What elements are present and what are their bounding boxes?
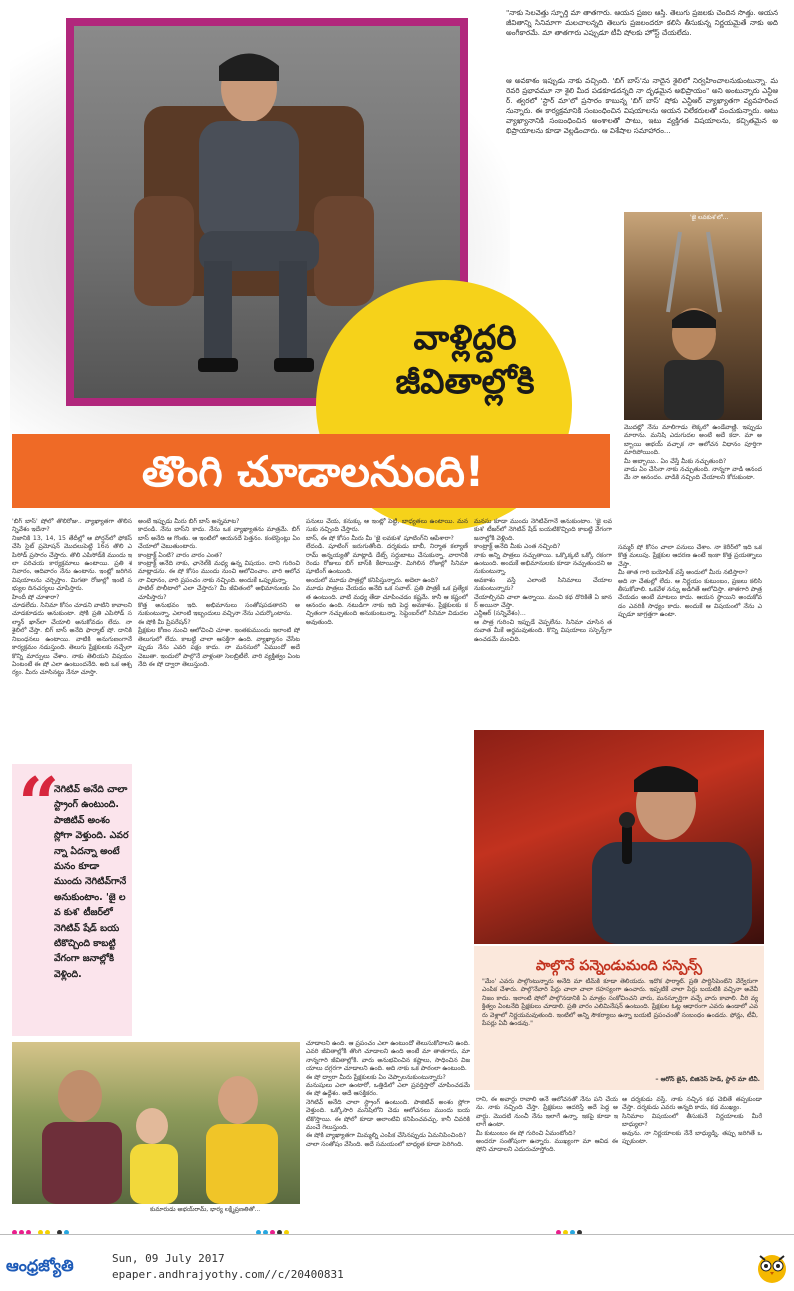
kicker-line-1: వాళ్లిద్దరి [413, 318, 517, 358]
column-5-mid: సమ్మర్ షో కోసం చాలా పనులు చేశాం. నా కెరీర్‌లో ఇది ఒక కొత్త మలుపు. ప్రేక్షకుల ఆదరణ ఉంటే ఇంకా కొత్త ప్రయత్నాలు చేస్తా. మీ తాత గారి బయోపిక్ వస్తే అందులో మీరు నటిస్తారా? అది నా చేతుల్లో లేదు. ఆ నిర్ణయం కుటుంబం, ప్రజలు కలిసి తీసుకోవాలి. ఒకవేళ నన్ను అడిగితే ఆలోచిస్తా. తాతగారి పాత్ర చేయడం అంటే మాటలు కాదు. ఆయన స్థాయిని అందుకోవడం ఎవరికీ సాధ్యం కాదు. అందుకే ఆ విషయంలో నేను ఎప్పుడూ జాగ్రత్తగా ఉంటా. [618, 544, 762, 619]
family-illustration [12, 1042, 300, 1204]
headline-main: తొంగి చూడాలనుంది! [141, 447, 485, 496]
column-4-top: మనసు కూడా ముందు నెగిటివ్‌గానే అనుకుంటాం. 'జై లవకుశ' టీజర్‌లో నెగిటివ్ షేడ్ బయటికొచ్చింది కాబట్టి వేగంగా జనాల్లోకి వెళ్లింది. కాంట్రాక్ట్ అనేది మీకు ఎంత నచ్చింది? నాకు అన్ని పాత్రలు నచ్చుతాయి. ఒక్కొక్కటి ఒక్కో రకంగా ఉంటుంది. అందుకే అభిమానులకు కూడా నచ్చుతుందని అనుకుంటున్నా. అవకాశం వస్తే ఎలాంటి సినిమాలు చేయాలనుకుంటున్నారు? చేయాల్సినవి చాలా ఉన్నాయి. మంచి కథ దొరికితే ఏ జానర్ అయినా చేస్తా. ఎన్టీఆర్ (సన్నివేశం)... ఆ పాత్ర గురించి ఇప్పుడే చెప్పలేను. సినిమా చూసిన తరువాత మీకే అర్థమవుతుంది. కొన్ని విషయాలు సస్పెన్స్‌గా ఉంచడమే మంచిది. [474, 518, 612, 643]
family-caption: కుమారుడు అభయ్‌రామ్, భార్య లక్ష్మీప్రణతితో... [150, 1206, 261, 1213]
footer-logo[interactable]: ఆంధ్రజ్యోతి [6, 1256, 74, 1275]
registration-bar [0, 1220, 794, 1230]
column-4-bottom: రాని, ఈ అవార్డు రావాలి అనే ఆలోచనతో నేను పని చేయను. నాకు నచ్చింది చేస్తా. ప్రేక్షకులు ఆదరిస్తే అదే పెద్ద అవార్డు. మొదటి నుంచీ నేను ఇలాగే ఉన్నా. ఇకపై కూడా ఇలాగే ఉంటా. మీ కుటుంబం ఈ షో గురించి ఏమంటోంది? అందరూ సంతోషంగా ఉన్నారు. ముఖ్యంగా మా ఆవిడ ఈ షోని చూడాలని ఎదురుచూస్తోంది. [476, 1096, 618, 1154]
jai-lavakusa-photo [624, 212, 762, 420]
intro-paragraph-2: ఆ అవకాశం ఇప్పుడు నాకు వచ్చింది. 'బిగ్ బాస్'ను నాదైన శైలిలో నిర్వహించాలనుకుంటున్నా. మరెవరి ప్రభావమూ నా శైలి మీద పడకూడదన్నది నా దృఢమైన అభిప్రాయం" అని అంటున్నారు ఎన్టీఆర్. త్వరలో 'స్టార్ మా'లో ప్రసారం కాబున్న 'బిగ్ బాస్' షోకు ఎన్టీఆర్ వ్యాఖ్యాతగా వ్యవహరించనున్నారు. ఈ కార్యక్రమానికి సంబంధించిన విషయాలను ఆయన విలేకరులతో పంచుకున్నారు. ఆటు వ్యాఖ్యానానికి సంబంధించిన అంశాలతో పాటు, ఇటు వ్యక్తిగత విషయాలను, కచ్చితమైన అభిప్రాయాలను కూడా వెల్లడించారు. ఆ విశేషాల సమాహారం... [506, 76, 778, 135]
footer-date: Sun, 09 July 2017 [112, 1252, 225, 1265]
column-5-top: మొదట్లో నేను మాలిగాడు లెక్కలో ఉండేవాణ్ణి. ఇప్పుడు మారాను. మనిషి ఎదుగుదల అంటే అదే కదా. మా అబ్బాయి అభయ్ వచ్చాక నా ఆలోచన విధానం పూర్తిగా మారిపోయింది. మీ అబ్బాయి.. ఏం చేస్తే మీకు నచ్చుతుంది? వాడు ఏం చేసినా నాకు నచ్చుతుంది. నాన్నగా వాడి ఆనందమే నా ఆనందం. వాడికి నచ్చింది చేయాలని కోరుకుంటా. [624, 424, 762, 482]
suspense-credit: – ఆరోన్ జైన్, బిజినెస్ హెడ్, స్టార్ మా టీవీ. [655, 1076, 760, 1083]
quote-text: నెగిటివ్ అనేది చాలా స్ట్రాంగ్ ఉంటుంది. పాజిటివ్ అంశం స్లోగా వెళ్తుంది. ఎవరన్నా ఏదన్నా అంటే మనం కూడా ముందు నెగిటివ్‌గానే అనుకుంటాం. 'జై లవ కుశ' టీజర్‌లో నెగిటివ్ షేడ్ బయటికొచ్చింది కాబట్టి వేగంగా జనాల్లోకి వెళ్లింది. [54, 784, 129, 980]
quote-mark-icon: “ [18, 761, 60, 846]
column-2-top: అంటే ఇప్పుడు మీరు బిగ్ బాస్ అన్నమాట? కాదండి. నేను బాస్‌ని కాదు. నేను ఒక వ్యాఖ్యాతను మాత్రమే. బిగ్ బాస్ అనేది ఆ గొంతు. ఆ ఇంటిలో ఆయనదే పెత్తనం. కంటెస్టెంట్లు ఏం చేయాలో చెబుతుంటారు. కాంట్రాక్ట్ ఏంటి? వారం వారం ఎంత? కాంట్రాక్ట్ అనేది నాకు, ఛానెల్‌కి మధ్య ఉన్న విషయం. దాని గురించి మాట్లాడను. ఈ షో కోసం ముందు నుంచి ఆలోచించాం. వారి ఆలోచనా విధానం, వారి ప్రపంచం నాకు నచ్చింది. అందుకే ఒప్పుకున్నా. పాటిల్ పొలీటాలో ఎలా చేస్తారు? మీ జీవితంలో అభిమానులకు ఏం చూపిస్తారు? కొత్త అనుభవం ఇది. అభిమానులు సంతోషపడతారని అనుకుంటున్నా. ఎలాంటి ఇబ్బందులు వచ్చినా నేను ఎదుర్కొంటాను. ఈ షోకి మీ ప్రిపరేషన్? ప్రేక్షకుల కోణం నుంచి ఆలోచించి చూశా. ఇంతకుముందు ఇలాంటి షో తెలుగులో లేదు. కాబట్టి చాలా ఆసక్తిగా ఉంది. వ్యాఖ్యానం చేసేటప్పుడు నేను ఎవరి పక్షం కాదు. నా మనసులో ఏముందో అదే చెబుతా. ఇందులో పాల్గొనే వాళ్లంతా సెలబ్రిటీలే. వారి వ్యక్తిత్వం ఏంటనేది ఈ షో ద్వారా తెలుస్తుంది. [138, 518, 300, 668]
suspense-body: "మేం' ఎవరు పాల్గొంటున్నారు అనేది మా టీమ్‌కి కూడా తెలియదు. ఇదొక ఫార్మాట్. ప్రతి పార్టిసిపెంట్‌ని వేర్వేరుగా ఎంపిక చేశారు. పాల్గొనేవారి పేర్లు చాలా చాలా రహస్యంగా ఉంచారు. ఇప్పటికే చాలా పేర్లు బయటికి వచ్చినా అవేవీ నిజం కాదు. ఇలాంటి షోలో పాల్గొనడానికి ఏ మాత్రం సంకోచించని వారు, మనస్ఫూర్తిగా వచ్చే వారు కావాలి. వీరి వ్యక్తిత్వం ఏంటనేది ప్రేక్షకులు చూడాలి. ప్రతి వారం ఎలిమినేషన్ ఉంటుంది. ప్రేక్షకుల ఓట్ల ఆధారంగా ఎవరు ఉండాలో ఎవరు వెళ్లాలో నిర్ణయమవుతుంది. ఇంటిలో అన్ని సౌకర్యాలు ఉన్నా బయటి ప్రపంచంతో సంబంధం ఉండదు. ఫోన్లు, టీవీ, పేపర్లు ఏవీ ఉండవు." [482, 978, 758, 1028]
owl-icon [756, 1250, 788, 1284]
column-3-top: పనులు చేయ, కనుక్కు ఆ ఇంట్లో పెట్టి, బాధ్యతలు ఉంటాయి. మనసుకు నచ్చింది చేస్తారు. బాస్, ఈ షో కోసం మీరు మీ 'జై లవకుశ' షూటింగ్‌ని ఆపేశారా? లేదండి. షూటింగ్ జరుగుతోంది. దర్శకుడు బాబీ, నిర్మాత కల్యాణ్ రామ్ అన్నయ్యతో మాట్లాడి డేట్స్ సర్దుబాటు చేసుకున్నా. వారానికి రెండు రోజులు బిగ్ బాస్‌కి కేటాయిస్తా. మిగిలిన రోజుల్లో సినిమా షూటింగ్ ఉంటుంది. అందులో మూడు పాత్రల్లో కనిపిస్తున్నారు. అదెలా ఉంది? మూడు పాత్రలు చేయడం అనేది ఒక సవాల్. ప్రతి పాత్రకీ ఒక ప్రత్యేకత ఉంటుంది. వాటి మధ్య తేడా చూపించడం కష్టమే. కానీ ఆ కష్టంలో ఆనందం ఉంది. నటుడిగా నాకు ఇది పెద్ద అవకాశం. ప్రేక్షకులకు కచ్చితంగా నచ్చుతుంది అనుకుంటున్నా. సెప్టెంబర్‌లో సినిమా విడుదల అవుతుంది. [306, 518, 468, 626]
suspense-title: పాల్గొనే పన్నెండుమంది సస్పెన్స్ [535, 958, 703, 974]
footer-divider [0, 1234, 794, 1235]
chained-person-illustration [624, 212, 762, 420]
jai-caption: 'జై లవకుశ'లో... [690, 214, 729, 221]
intro-paragraph-1: "నాకు సెలవెత్తు స్ఫూర్తి మా తాతగారు. ఆయన ప్రజల ఆస్తి. తెలుగు ప్రజలకు చెందిన సొత్తు. ఆయన జీవితాన్ని సినిమాగా మలచాలన్నది తెలుగు ప్రజలందరూ కలిసి తీసుకున్న నిర్ణయమైతే నాకు అది అంగీకారమే. మా తాతగారు ఎప్పుడూ టీవీ షోలకు హోస్ట్ చేయలేదు. [506, 8, 778, 37]
stage-photo [474, 730, 764, 944]
family-photo [12, 1042, 300, 1204]
column-2-bottom: చూడాలని ఉంది. ఆ ప్రపంచం ఎలా ఉంటుందో తెలుసుకోవాలని ఉంది. ఎవరి జీవితాల్లోకి తొంగి చూడాలని ఉంది అంటే మా తాతగారు, మా నాన్నగారి జీవితాల్లోకి. వారు అనుభవించిన కష్టాలు, సాధించిన విజయాలు దగ్గరగా చూడాలని ఉంది. అది నాకు ఒక పాఠంలా ఉంటుంది. ఈ షో ద్వారా మీరు ప్రేక్షకులకు ఏం చెప్పాలనుకుంటున్నారు? మనుషులు ఎలా ఉంటారో, ఒత్తిడిలో ఎలా ప్రవర్తిస్తారో చూపించడమే ఈ షో ఉద్దేశం. అదే ఆసక్తికరం. నెగిటివ్ అనేది చాలా స్ట్రాంగ్ ఉంటుంది. పాజిటివ్ అంశం స్లోగా వెళ్తుంది. ఒక్కోసారి మనిషిలోని చెడు ఆలోచనలు ముందు బయటికొస్తాయి. ఈ షోలో కూడా అలాంటివి కనిపించవచ్చు. కానీ చివరికి మంచే గెలుస్తుంది. ఈ షోకి వ్యాఖ్యాతగా మిమ్మల్ని ఎంపిక చేసినప్పుడు ఏమనిపించింది? చాలా సంతోషం వేసింది. అదే సమయంలో బాధ్యత కూడా పెరిగింది. [306, 1040, 470, 1148]
column-1-top: 'బిగ్ బాస్' షోలో తొలిరోజు.. వ్యాఖ్యాతగా తొలిసన్నివేశం ఇదేనా? నిజానికి 13, 14, 15 తేదీల్లో ఆ పోర్షన్‌లో ఫోకస్ చేసి సైట్ ప్రమోషన్ మొదలుపెట్టి 16న తొలి ఎపిసోడ్ ప్రసారం చేస్తారు. తొలి ఎపిసోడ్‌కి ముందు ఇలా పరిచయ కార్యక్రమాలు ఉంటాయి. ప్రతి శనివారం, ఆదివారం నేను ఉంటాను. ఇంట్లో జరిగిన విషయాలను చర్చిస్తాం. మిగతా రోజుల్లో ఇంటి సభ్యుల దినచర్యలు చూపిస్తారు. హిందీ షో చూశారా? చూడలేదు. సినిమా కోసం చూడని వాటిని కావాలని చూడకూడదు అనుకుంటా. షోకి ప్రతి ఎపిసోడ్ సల్మాన్ ఖాన్‌లా చేయాలి అనుకోవడం లేదు. నా శైలిలో చేస్తా. బిగ్ బాస్ అనేది ఫార్మాట్ షో. దానికి నిబంధనలు ఉంటాయి. వాటికి అనుగుణంగానే కార్యక్రమం నడుస్తుంది. తెలుగు ప్రేక్షకులకు నచ్చేలా కొన్ని మార్పులు చేశాం. నాకు తెలియని విషయం ఏంటంటే ఈ షో ఎలా ఉంటుందనేది. అది ఒక ఆశ్చర్యం. మీరు చూసినట్టు నేనూ చూస్తా. [12, 518, 132, 677]
person-with-mic-illustration [474, 730, 764, 944]
kicker-line-2: జీవితాల్లోకి [395, 362, 535, 402]
column-5-bottom: ఆ దర్శకుడు వస్తే, నాకు నచ్చిన కథ చెబితే తప్పకుండా చేస్తా. దర్శకుడు ఎవరు అన్నది కాదు, కథ ముఖ్యం. సినిమాల విషయంలో తీసుకునే నిర్ణయాలకు మీరే బాధ్యులా? అవును. నా నిర్ణయాలకు నేనే బాధ్యుడ్ని. తప్పు జరిగితే ఒప్పుకుంటా. [622, 1096, 762, 1146]
footer-url[interactable]: epaper.andhrajyothy.com//c/20400831 [112, 1268, 344, 1281]
